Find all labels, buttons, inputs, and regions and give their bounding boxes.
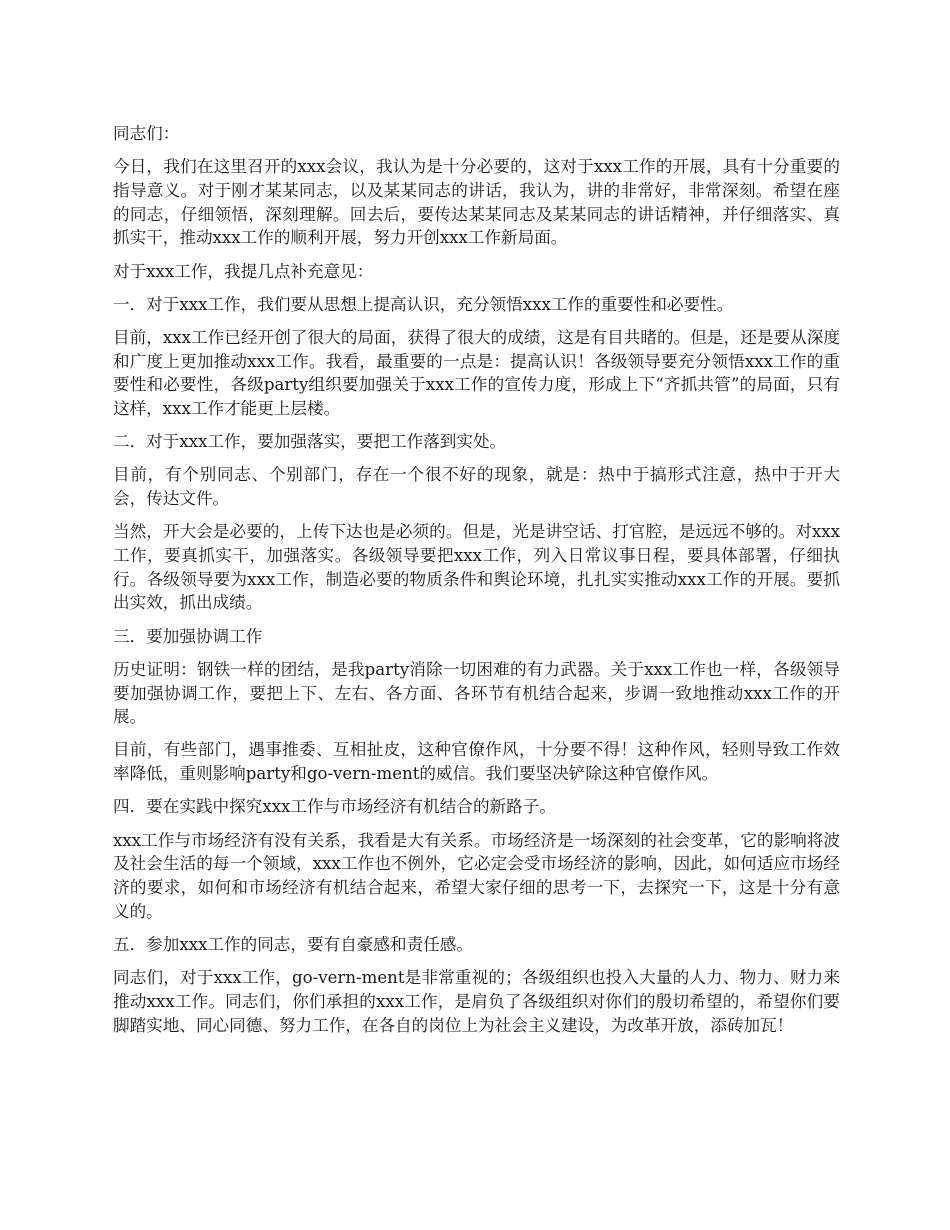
section-heading: 三．要加强协调工作 — [113, 626, 263, 646]
section-heading: 四．要在实践中探究xxx工作与市场经济有机结合的新路子。 — [113, 797, 556, 817]
paragraph: 当然，开大会是必要的，上传下达也是必须的。但是，光是讲空话、打官腔，是远远不够的。对xxx工作，要真抓实干，加强落实。各级领导要把xxx工作，列入日常议事日程，要具体部署，仔细执行。各级领导要为xxx工作，制造必要的物质条件和舆论环境，扎扎实实推动xxx工作的开展。要抓出实效，抓出成绩。 — [113, 522, 840, 613]
greeting: 同志们： — [113, 124, 180, 143]
paragraph: 目前，有个别同志、个别部门，存在一个很不好的现象，就是：热中于搞形式注意，热中于开大会，传达文件。 — [113, 465, 840, 509]
section-heading: 五．参加xxx工作的同志，要有自豪感和责任感。 — [113, 934, 473, 954]
section-heading: 一．对于xxx工作，我们要从思想上提高认识，充分领悟xxx工作的重要性和必要性。 — [113, 294, 734, 314]
paragraph: 目前，有些部门，遇事推委、互相扯皮，这种官僚作风，十分要不得！这种作风，轻则导致工作效率降低，重则影响party和go-vern-ment的威信。我们要坚决铲除这种官僚作风。 — [113, 740, 840, 784]
paragraph: 今日，我们在这里召开的xxx会议，我认为是十分必要的，这对于xxx工作的开展，具有十分重要的指导意义。对于刚才某某同志，以及某某同志的讲话，我认为，讲的非常好，非常深刻。希望在座的同志，仔细领悟，深刻理解。回去后，要传达某某同志及某某同志的讲话精神，并仔细落实、真抓实干，推动xxx工作的顺利开展，努力开创xxx工作新局面。 — [113, 157, 840, 248]
paragraph: 对于xxx工作，我提几点补充意见： — [113, 261, 374, 281]
paragraph: 同志们，对于xxx工作，go-vern-ment是非常重视的；各级组织也投入大量的人力、物力、财力来推动xxx工作。同志们，你们承担的xxx工作，是肩负了各级组织对你们的殷切希望的，希望你们要脚踏实地、同心同德、努力工作，在各自的岗位上为社会主义建设，为改革开放，添砖加瓦！ — [113, 968, 840, 1035]
paragraph: xxx工作与市场经济有没有关系，我看是大有关系。市场经济是一场深刻的社会变革，它的影响将波及社会生活的每一个领域，xxx工作也不例外，它必定会受市场经济的影响，因此，如何适应市场经济的要求，如何和市场经济有机结合起来，希望大家仔细的思考一下，去探究一下，这是十分有意义的。 — [113, 830, 840, 921]
paragraph: 历史证明：钢铁一样的团结，是我party消除一切困难的有力武器。关于xxx工作也一样，各级领导要加强协调工作，要把上下、左右、各方面、各环节有机结合起来，步调一致地推动xxx工作的开展。 — [113, 659, 840, 727]
section-heading: 二．对于xxx工作，要加强落实，要把工作落到实处。 — [113, 432, 507, 452]
document-body — [113, 122, 840, 1047]
paragraph: 目前，xxx工作已经开创了很大的局面，获得了很大的成绩，这是有目共睹的。但是，还是要从深度和广度上更加推动xxx工作。我看，最重要的一点是：提高认识！各级领导要充分领悟xxx工作的重要性和必要性，各级party组织要加强关于xxx工作的宣传力度，形成上下“齐抓共管”的局面，只有这样，xxx工作才能更上层楼。 — [113, 327, 840, 419]
